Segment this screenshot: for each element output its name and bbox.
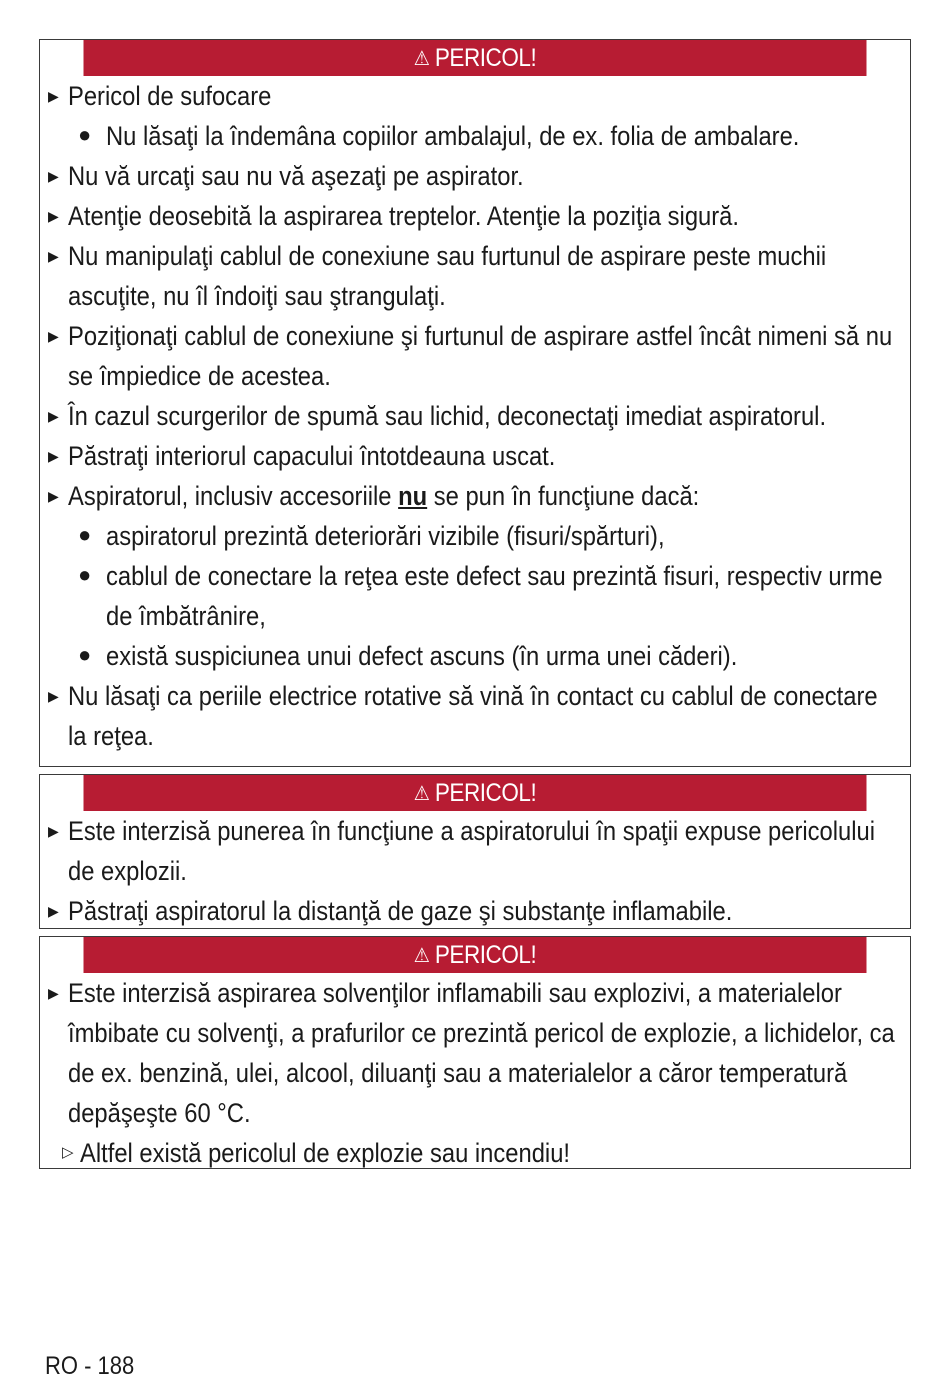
danger-header-3 [84, 937, 867, 973]
danger-content-1 [40, 76, 910, 758]
list-item: ● cablul de conectare la reţea este defect sau prezintă fisuri, respectiv urme de îmbătrânire, [48, 556, 904, 636]
dot-icon: ● [78, 562, 92, 587]
emphasis-word: nu [398, 481, 428, 511]
list-item: ▶ Nu vă urcaţi sau nu vă aşezaţi pe aspirator. [48, 156, 904, 196]
list-item: ▶ Aspiratorul, inclusiv accesoriile nu se pun în funcţiune dacă: [48, 476, 904, 516]
list-item: ▶ Poziţionaţi cablul de conexiune şi furtunul de aspirare astfel încât nimeni să nu se împiedice de acestea. [48, 316, 904, 396]
warning-triangle-icon: ⚠ [413, 48, 430, 70]
list-item: ▶ Atenţie deosebită la aspirarea treptelor. Atenţie la poziţia sigură. [48, 196, 904, 236]
danger-content-3 [40, 973, 910, 1175]
right-triangle-icon: ▶ [48, 208, 59, 224]
list-item: ▶ Păstraţi interiorul capacului întotdeauna uscat. [48, 436, 904, 476]
list-item: ▶ Nu lăsaţi ca periile electrice rotative să vină în contact cu cablul de conectare la reţea. [48, 676, 904, 756]
right-triangle-icon: ▶ [48, 823, 59, 839]
warning-triangle-icon: ⚠ [413, 945, 430, 967]
list-item: ● există suspiciunea unui defect ascuns (în urma unei căderi). [48, 636, 904, 676]
list-item: ▶ Este interzisă aspirarea solvenţilor inflamabili sau explozivi, a materialelor îmbibate cu solvenţi, a prafurilor ce prezintă pericol de explozie, a lichidelor, ca de ex. benzină, ulei, alcool, diluanţi sau a materialelor a căror temperatură depăşeşte 60 °C. [48, 973, 904, 1133]
list-item: ▶ Păstraţi aspiratorul la distanţă de gaze şi substanţe inflamabile. [48, 891, 904, 931]
danger-title: PERICOL! [434, 44, 537, 72]
list-item: ▶ Pericol de sufocare [48, 76, 904, 116]
list-item: ● Nu lăsaţi la îndemâna copiilor ambalajul, de ex. folia de ambalare. [48, 116, 904, 156]
danger-header-1 [84, 40, 867, 76]
danger-title: PERICOL! [434, 941, 537, 969]
danger-box-1 [39, 39, 911, 767]
right-triangle-icon: ▶ [48, 88, 59, 104]
page-number: RO - 188 [45, 1352, 135, 1380]
danger-box-2 [39, 774, 911, 929]
list-item: ▶ Este interzisă punerea în funcţiune a aspiratorului în spaţii expuse pericolului de explozii. [48, 811, 904, 891]
right-triangle-icon: ▶ [48, 448, 59, 464]
dot-icon: ● [78, 642, 92, 667]
list-item: ▶ În cazul scurgerilor de spumă sau lichid, deconectaţi imediat aspiratorul. [48, 396, 904, 436]
outline-triangle-icon: ▷ [62, 1144, 74, 1161]
danger-header-2 [84, 775, 867, 811]
list-item: ▷ Altfel există pericolul de explozie sau incendiu! [48, 1133, 904, 1173]
right-triangle-icon: ▶ [48, 248, 59, 264]
danger-box-3 [39, 936, 911, 1169]
dot-icon: ● [78, 522, 92, 547]
right-triangle-icon: ▶ [48, 688, 59, 704]
danger-title: PERICOL! [434, 779, 537, 807]
list-item: ▶ Nu manipulaţi cablul de conexiune sau furtunul de aspirare peste muchii ascuţite, nu îl îndoiţi sau ştrangulaţi. [48, 236, 904, 316]
right-triangle-icon: ▶ [48, 985, 59, 1001]
right-triangle-icon: ▶ [48, 328, 59, 344]
right-triangle-icon: ▶ [48, 408, 59, 424]
right-triangle-icon: ▶ [48, 488, 59, 504]
list-item: ● aspiratorul prezintă deteriorări vizibile (fisuri/spărturi), [48, 516, 904, 556]
danger-content-2 [40, 811, 910, 933]
dot-icon: ● [78, 122, 92, 147]
right-triangle-icon: ▶ [48, 168, 59, 184]
warning-triangle-icon: ⚠ [413, 783, 430, 805]
right-triangle-icon: ▶ [48, 903, 59, 919]
